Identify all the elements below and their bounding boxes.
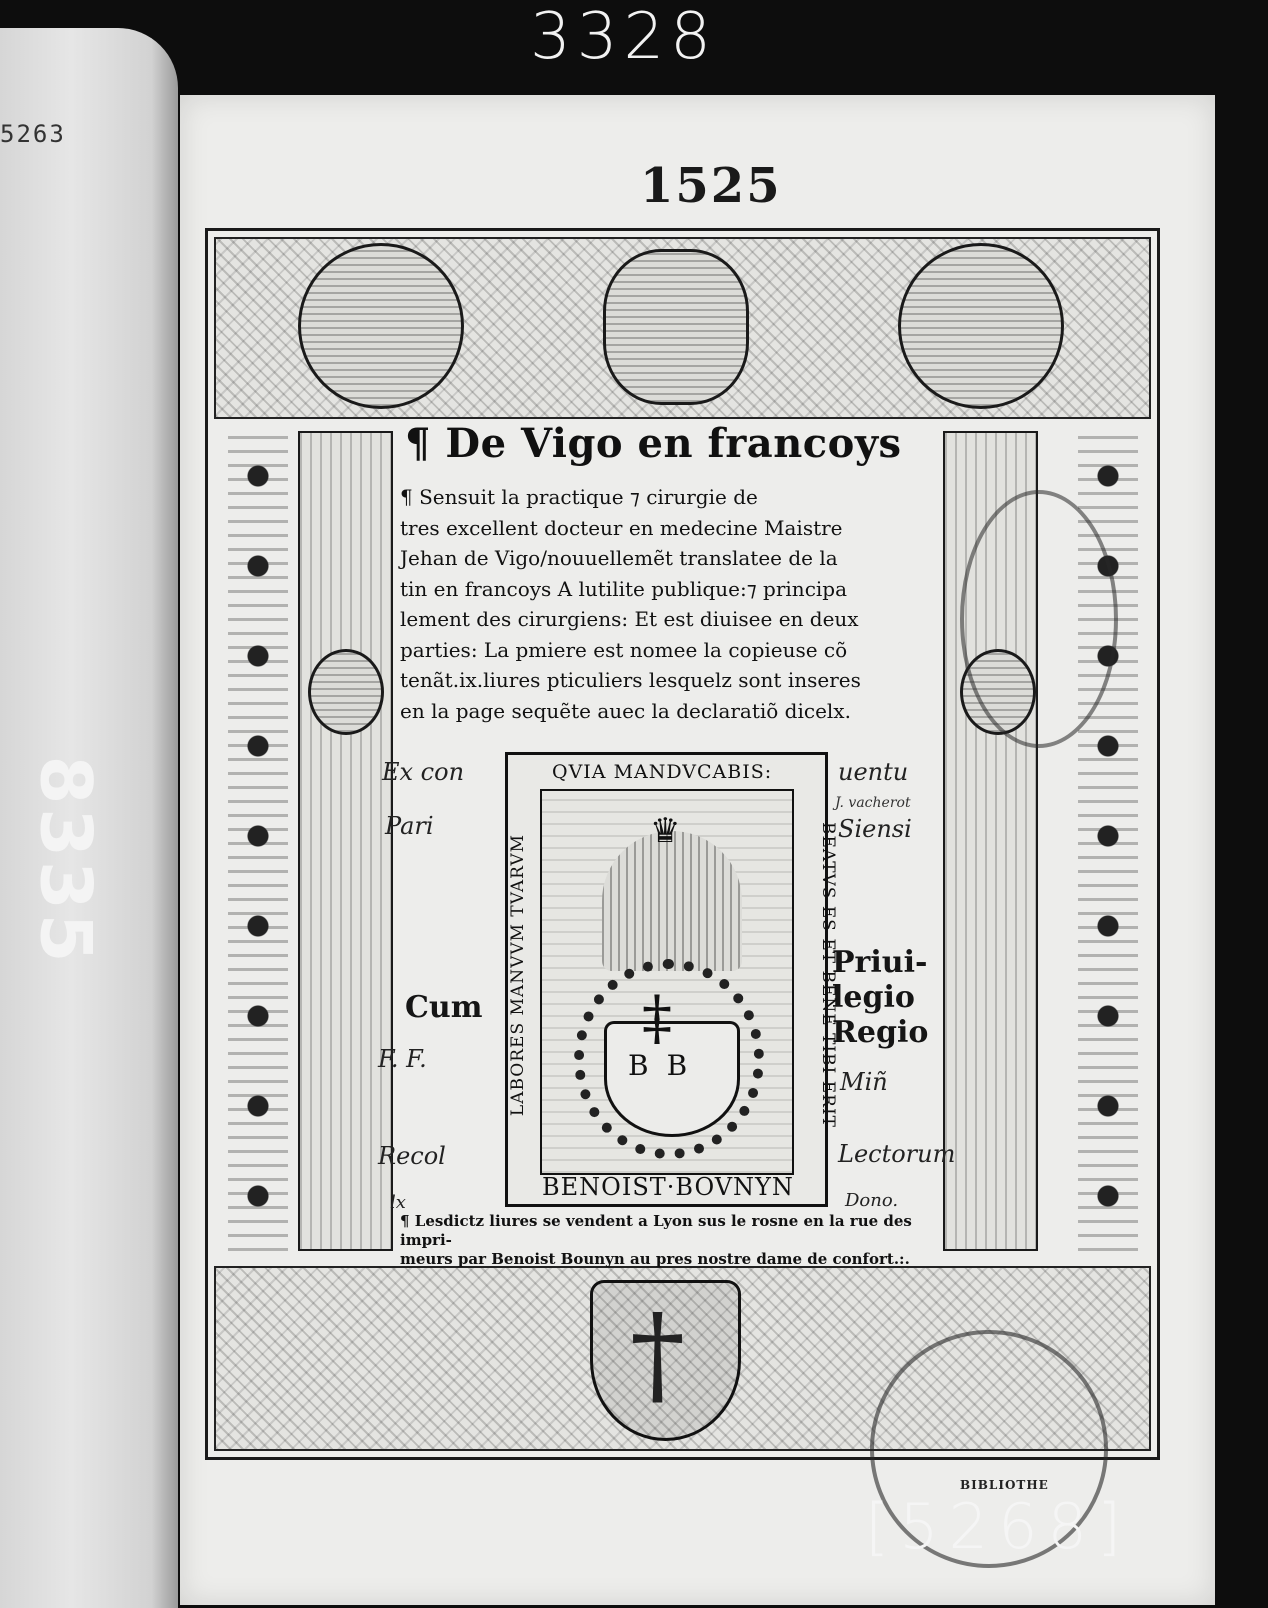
body-line: tres excellent docteur en medecine Maistre — [400, 515, 843, 540]
cross-of-lorraine-icon: ‡ — [642, 983, 672, 1053]
inscription-right: Lectorum — [838, 1140, 956, 1168]
inscription-left: Ex con — [382, 758, 465, 786]
inscription-left: Cum — [405, 990, 483, 1025]
crown-icon: ♛ — [650, 811, 681, 851]
title-description — [400, 482, 960, 726]
motto-right: BEATVS ES ET BENE TIBI ERIT — [818, 821, 838, 1129]
inscription-left: F. F. — [378, 1045, 427, 1073]
left-column — [298, 431, 393, 1251]
left-vine-ornament — [228, 431, 288, 1251]
owner-annotation: J. vacherot — [835, 795, 911, 811]
inscription-right: Regio — [832, 1015, 929, 1050]
inscription-right: Priui- — [832, 945, 928, 980]
left-column-portrait — [308, 649, 384, 735]
shelfmark-number: [5268] — [865, 1490, 1132, 1563]
left-page-stamp: 8335 — [24, 755, 107, 967]
inscription-left: lx — [390, 1192, 406, 1213]
printers-mark-image — [540, 789, 794, 1175]
left-page-shelfmark: 5263 — [0, 120, 66, 148]
inscription-right: Miñ — [840, 1068, 888, 1096]
crown-of-thorns-emblem — [603, 249, 749, 405]
body-line: ¶ Sensuit la practique ⁊ cirurgie de — [400, 485, 758, 509]
imprint — [400, 1212, 920, 1269]
inscription-left: Pari — [385, 812, 434, 840]
inscription-right: Dono. — [845, 1190, 899, 1211]
inscription-right: Siensi — [838, 815, 912, 843]
cross-icon: † — [630, 1290, 685, 1418]
body-line: tin en francoys A lutilite publique:⁊ principa — [400, 576, 848, 601]
body-line: tenãt.ix.liures pticuliers lesquelz sont inseres — [400, 668, 861, 692]
body-line: lement des cirurgiens: Et est diuisee en deux — [400, 607, 859, 631]
motto-left: LABORES MANVVM TVARVM — [508, 833, 528, 1117]
printer-initials: BB — [628, 1049, 706, 1082]
king-figure — [602, 831, 742, 971]
inscription-left: Recol — [378, 1142, 446, 1170]
motto-top: QVIA MANDVCABIS: — [552, 761, 773, 783]
printers-mark — [505, 752, 838, 1207]
body-line: en la page sequẽte auec la declaratiõ dicelx. — [400, 698, 851, 723]
imprint-line: ¶ Lesdictz liures se vendent a Lyon sus le rosne en la rue des impri- — [400, 1212, 912, 1249]
inscription-right: uentu — [838, 758, 909, 786]
year-label: 1525 — [640, 158, 782, 214]
inscription-right: legio — [832, 980, 915, 1015]
right-scholar-medallion — [898, 243, 1064, 409]
body-line: parties: La pmiere est nomee la copieuse cõ — [400, 637, 848, 662]
book-title: ¶ De Vigo en francoys — [405, 420, 902, 467]
left-scholar-medallion — [298, 243, 464, 409]
imprint-line: meurs par Benoist Bounyn au pres nostre dame de confort.:. — [400, 1250, 910, 1268]
body-line: Jehan de Vigo/nouuellemẽt translatee de la — [400, 546, 838, 570]
library-stamp-text: BIBLIOTHE — [960, 1478, 1049, 1492]
printer-name: BENOIST·BOVNYN — [542, 1173, 794, 1201]
library-stamp — [960, 490, 1118, 748]
handwritten-number: 3328 — [530, 0, 717, 74]
